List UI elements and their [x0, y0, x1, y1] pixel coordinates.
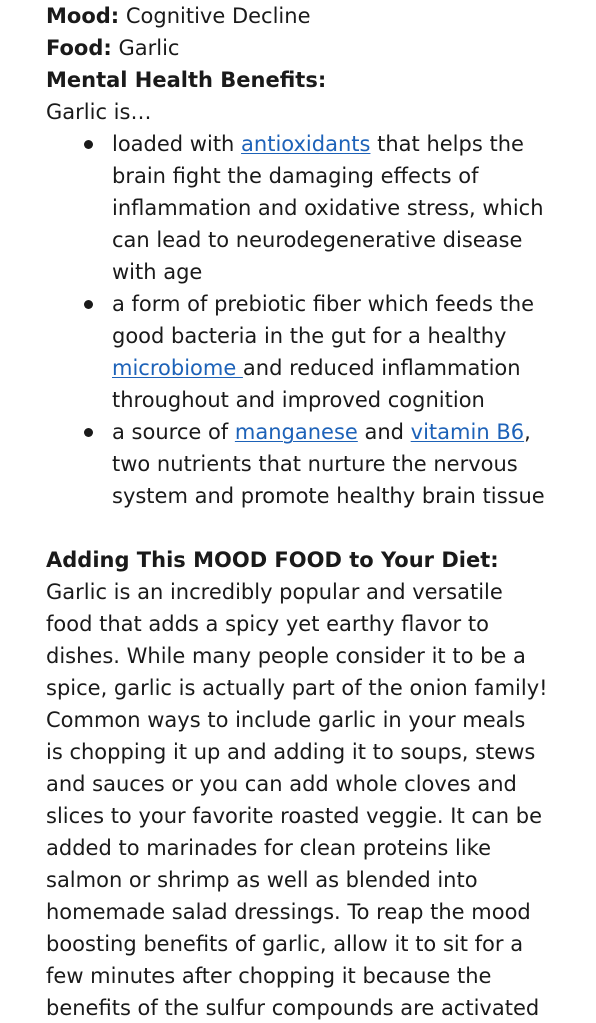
paragraph-line: few minutes after chopping it because the	[46, 964, 492, 988]
food-label: Food:	[46, 36, 112, 60]
list-item	[112, 416, 566, 512]
list-line: a form of prebiotic fiber which feeds the	[112, 292, 535, 316]
diet-section-title	[46, 544, 566, 576]
paragraph-line: slices to your favorite roasted veggie. It can be	[46, 804, 543, 828]
list-line	[112, 416, 566, 448]
mood-label: Mood:	[46, 4, 120, 28]
list-line: throughout and improved cognition	[112, 388, 485, 412]
bullet-text-segment: and	[357, 420, 411, 444]
benefits-title	[46, 64, 566, 96]
paragraph-line: added to marinades for clean proteins like	[46, 836, 492, 860]
benefits-list	[46, 128, 566, 512]
list-line: brain fight the damaging effects of	[112, 164, 479, 188]
mood-line	[46, 0, 566, 32]
bullet-text-segment: a source of	[112, 420, 235, 444]
microbiome-link[interactable]: microbiome	[112, 356, 243, 380]
paragraph-line: boosting benefits of garlic, allow it to sit for a	[46, 932, 524, 956]
list-line: can lead to neurodegenerative disease	[112, 228, 523, 252]
paragraph-line: is chopping it up and adding it to soups, stews	[46, 740, 536, 764]
bullet-text-segment: loaded with	[112, 132, 242, 156]
food-value: Garlic	[118, 36, 180, 60]
list-line: with age	[112, 260, 203, 284]
paragraph-line: Common ways to include garlic in your meals	[46, 708, 526, 732]
section-spacer	[46, 512, 566, 544]
benefits-title-text: Mental Health Benefits:	[46, 68, 327, 92]
bullet-text-segment: that helps the	[370, 132, 524, 156]
intro-text: Garlic is…	[46, 100, 152, 124]
diet-title-text: Adding This MOOD FOOD to Your Diet:	[46, 548, 499, 572]
list-line	[112, 352, 566, 384]
list-item-text	[112, 288, 566, 416]
paragraph-line: spice, garlic is actually part of the onion family!	[46, 676, 548, 700]
paragraph-line: food that adds a spicy yet earthy flavor to	[46, 612, 489, 636]
paragraph-line: benefits of the sulfur compounds are activated	[46, 996, 540, 1020]
paragraph-line: homemade salad dressings. To reap the mood	[46, 900, 531, 924]
list-line: two nutrients that nurture the nervous	[112, 452, 518, 476]
food-line	[46, 32, 566, 64]
list-line: good bacteria in the gut for a healthy	[112, 324, 507, 348]
list-item	[112, 128, 566, 288]
manganese-link[interactable]: manganese	[234, 420, 358, 444]
list-item-text	[112, 128, 566, 288]
bullet-icon	[84, 300, 93, 309]
bullet-icon	[84, 428, 93, 437]
list-item-text	[112, 416, 566, 512]
paragraph-line: salmon or shrimp as well as blended into	[46, 868, 478, 892]
list-item	[112, 288, 566, 416]
bullet-text-segment: and reduced inflammation	[242, 356, 521, 380]
vitamin-b6-link[interactable]: vitamin B6	[410, 420, 525, 444]
list-line: inflammation and oxidative stress, which	[112, 196, 544, 220]
antioxidants-link[interactable]: antioxidants	[241, 132, 371, 156]
diet-paragraph	[46, 576, 566, 1023]
paragraph-line: dishes. While many people consider it to be a	[46, 644, 526, 668]
bullet-icon	[84, 140, 93, 149]
paragraph-line: Garlic is an incredibly popular and versatile	[46, 580, 503, 604]
bullet-text-segment: ,	[524, 420, 531, 444]
list-line: system and promote healthy brain tissue	[112, 484, 545, 508]
mood-value: Cognitive Decline	[125, 4, 311, 28]
list-line	[112, 128, 566, 160]
paragraph-line: and sauces or you can add whole cloves and	[46, 772, 517, 796]
